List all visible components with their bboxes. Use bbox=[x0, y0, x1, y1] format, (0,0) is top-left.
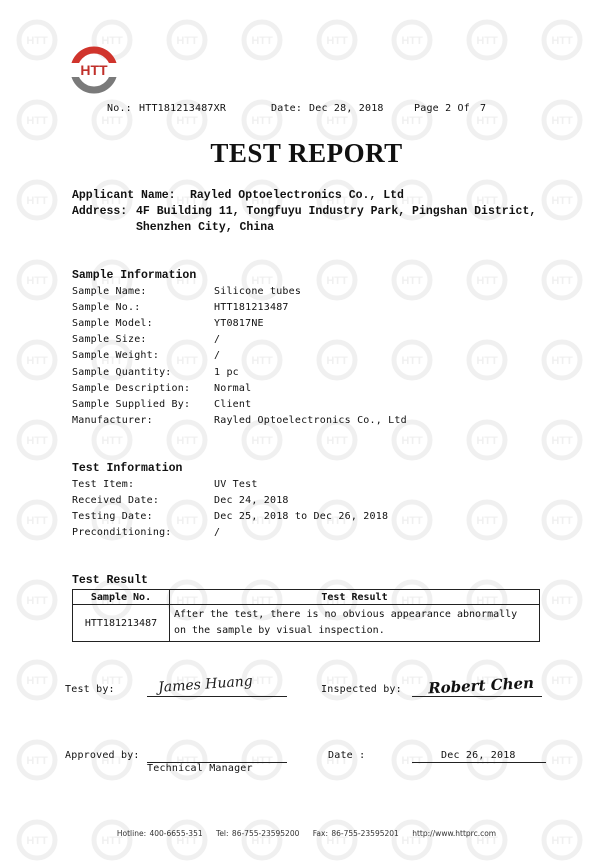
sample-info-value: HTT181213487 bbox=[214, 302, 289, 313]
test-info-label: Preconditioning: bbox=[72, 527, 172, 538]
address-line-2: Shenzhen City, China bbox=[136, 221, 275, 234]
test-info-label: Test Item: bbox=[72, 479, 135, 490]
sample-info-label: Sample Name: bbox=[72, 286, 147, 297]
result-line-2: on the sample by visual inspection. bbox=[174, 625, 385, 636]
report-no-label: No.: bbox=[107, 103, 132, 114]
test-info-label: Received Date: bbox=[72, 495, 160, 506]
test-by-signature bbox=[150, 667, 270, 699]
report-no-value: HTT181213487XR bbox=[139, 103, 227, 114]
approval-date-line bbox=[412, 762, 546, 763]
test-result-heading: Test Result bbox=[72, 574, 148, 587]
cell-test-result bbox=[170, 605, 540, 642]
test-info-value: Dec 25, 2018 to Dec 26, 2018 bbox=[214, 511, 389, 522]
test-info-value: / bbox=[214, 527, 221, 538]
footer-hotline: Hotline: 400-6655-351 bbox=[116, 829, 203, 838]
sample-info-label: Sample Quantity: bbox=[72, 367, 172, 378]
approved-by-title: Technical Manager bbox=[147, 763, 253, 774]
test-info-label: Testing Date: bbox=[72, 511, 153, 522]
sample-info-value: Rayled Optoelectronics Co., Ltd bbox=[214, 415, 407, 426]
inspected-by-signature bbox=[424, 667, 544, 699]
footer-tel: Tel: 86-755-23595200 bbox=[216, 829, 300, 838]
sample-info-label: Sample Model: bbox=[72, 318, 153, 329]
sample-info-label: Sample No.: bbox=[72, 302, 141, 313]
address-line-1: 4F Building 11, Tongfuyu Industry Park, Pingshan District, bbox=[136, 205, 537, 218]
test-by-label: Test by: bbox=[65, 684, 115, 695]
applicant-name-value: Rayled Optoelectronics Co., Ltd bbox=[190, 189, 404, 202]
address-label: Address: bbox=[72, 205, 128, 218]
sample-info-label: Sample Description: bbox=[72, 383, 191, 394]
table-header-row bbox=[73, 590, 540, 605]
test-info-heading: Test Information bbox=[72, 462, 183, 475]
approved-by-label: Approved by: bbox=[65, 750, 140, 761]
sample-info-label: Manufacturer: bbox=[72, 415, 153, 426]
test-info-value: Dec 24, 2018 bbox=[214, 495, 289, 506]
sample-info-heading: Sample Information bbox=[72, 269, 197, 282]
approval-date-label: Date : bbox=[328, 750, 366, 761]
report-date-value: Dec 28, 2018 bbox=[309, 103, 384, 114]
footer bbox=[0, 829, 613, 838]
sample-info-label: Sample Weight: bbox=[72, 350, 160, 361]
test-result-table bbox=[72, 589, 540, 642]
cell-sample-no: HTT181213487 bbox=[73, 605, 170, 642]
sample-info-value: Silicone tubes bbox=[214, 286, 302, 297]
approval-date-value: Dec 26, 2018 bbox=[441, 750, 516, 761]
inspected-by-label: Inspected by: bbox=[321, 684, 402, 695]
footer-website-link[interactable]: http://www.httprc.com bbox=[412, 829, 497, 838]
sample-info-value: Client bbox=[214, 399, 252, 410]
page-number-label: Page 2 Of bbox=[414, 103, 470, 114]
table-row bbox=[73, 605, 540, 642]
page-total: 7 bbox=[480, 103, 487, 114]
svg-text:James Huang: James Huang bbox=[157, 673, 254, 696]
sample-info-value: 1 pc bbox=[214, 367, 239, 378]
sample-info-value: YT0817NE bbox=[214, 318, 264, 329]
result-line-1: After the test, there is no obvious appearance abnormally bbox=[174, 609, 518, 620]
sample-info-label: Sample Size: bbox=[72, 334, 147, 345]
column-header-sample-no: Sample No. bbox=[73, 590, 170, 605]
applicant-name-label: Applicant Name: bbox=[72, 189, 176, 202]
logo-text: HTT bbox=[80, 62, 108, 78]
htt-logo bbox=[66, 42, 122, 98]
sample-info-label: Sample Supplied By: bbox=[72, 399, 191, 410]
svg-text:Robert Chen: Robert Chen bbox=[427, 673, 535, 698]
sample-info-value: Normal bbox=[214, 383, 252, 394]
column-header-test-result: Test Result bbox=[170, 590, 540, 605]
test-info-value: UV Test bbox=[214, 479, 258, 490]
page-title: TEST REPORT bbox=[210, 138, 403, 168]
sample-info-value: / bbox=[214, 350, 221, 361]
footer-fax: Fax: 86-755-23595201 bbox=[312, 829, 399, 838]
report-date-label: Date: bbox=[271, 103, 303, 114]
sample-info-value: / bbox=[214, 334, 221, 345]
